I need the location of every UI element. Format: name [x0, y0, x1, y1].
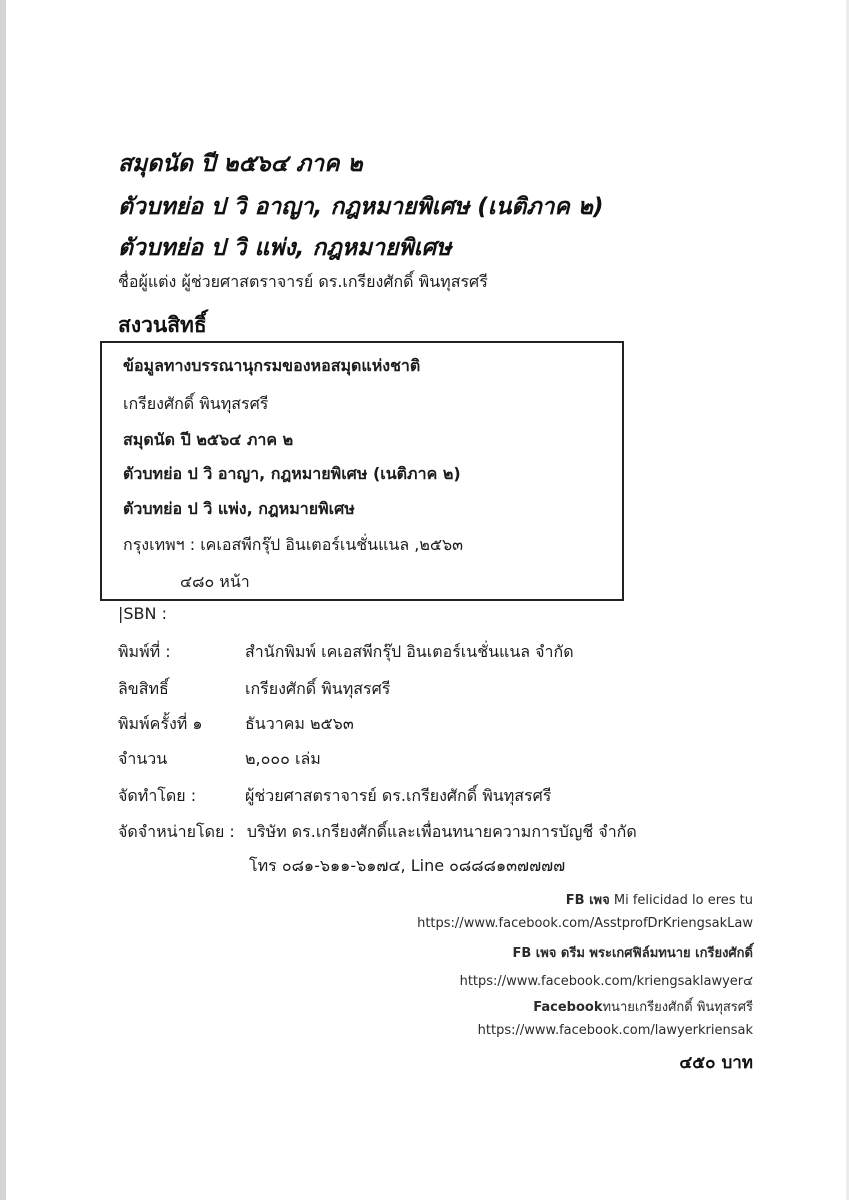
fb-page-1-name: Mi felicidad lo eres tu [613, 893, 753, 908]
fb-page-3 [533, 996, 753, 1017]
author-line: ชื่อผู้แต่ง ผู้ช่วยศาสตราจารย์ ดร.เกรียงศักดิ์ พินทุสรศรี [118, 272, 488, 291]
detail-row-copyright [118, 677, 390, 702]
detail-value: เกรียงศักดิ์ พินทุสรศรี [245, 679, 391, 698]
title-line-1: สมุดนัด ปี ๒๕๖๔ ภาค ๒ [118, 151, 363, 177]
detail-row-producer [118, 784, 551, 809]
fb-page-3-name: ทนายเกรียงศักดิ์ พินทุสรศรี [602, 1000, 753, 1015]
fb-page-1 [566, 889, 753, 910]
detail-value: ๒,๐๐๐ เล่ม [245, 749, 321, 768]
cip-heading: ข้อมูลทางบรรณานุกรมของหอสมุดแห่งชาติ [123, 356, 421, 375]
detail-label: พิมพ์ครั้งที่ ๑ [118, 714, 203, 733]
fb-url-1[interactable]: https://www.facebook.com/AsstprofDrKriengsakLaw [417, 916, 753, 931]
detail-value: บริษัท ดร.เกรียงศักดิ์และเพื่อนทนายความการบัญชี จำกัด [246, 822, 637, 841]
price-label: ๔๕๐ บาท [679, 1053, 753, 1073]
fb-page-2: FB เพจ ดรีม พระเกศฟิล์มทนาย เกรียงศักดิ์ [512, 946, 753, 961]
rights-heading: สงวนสิทธิ์ [118, 313, 207, 337]
detail-value: สำนักพิมพ์ เคเอสพีกรุ๊ป อินเตอร์เนชั่นแนล จำกัด [245, 642, 574, 661]
cip-title-3: ตัวบทย่อ ป วิ แพ่ง, กฎหมายพิเศษ [123, 499, 355, 518]
detail-row-edition [118, 712, 354, 737]
cip-title-2: ตัวบทย่อ ป วิ อาญา, กฎหมายพิเศษ (เนติภาค ๒) [123, 464, 461, 483]
title-line-2: ตัวบทย่อ ป วิ อาญา, กฎหมายพิเศษ (เนติภาค ๒) [118, 194, 604, 220]
page-edge-shadow [0, 0, 6, 1200]
detail-label: จัดทำโดย : [118, 786, 197, 805]
cip-title-1: สมุดนัด ปี ๒๕๖๔ ภาค ๒ [123, 430, 294, 449]
detail-row-quantity [118, 747, 321, 772]
cip-pages: ๔๘๐ หน้า [180, 572, 250, 591]
fb-url-3[interactable]: https://www.facebook.com/lawyerkriensak [477, 1023, 753, 1038]
detail-label: ลิขสิทธิ์ [118, 679, 169, 698]
detail-label: พิมพ์ที่ : [118, 642, 171, 661]
detail-label: จัดจำหน่ายโดย : [118, 822, 235, 841]
detail-label: จำนวน [118, 749, 168, 768]
detail-row-printer [118, 640, 574, 665]
cataloging-box [100, 341, 624, 601]
contact-phone: โทร ๐๘๑-๖๑๑-๖๑๗๔, Line ๐๘๘๘๑๓๗๗๗๗ [249, 856, 566, 875]
cip-author: เกรียงศักดิ์ พินทุสรศรี [123, 394, 269, 413]
title-line-3: ตัวบทย่อ ป วิ แพ่ง, กฎหมายพิเศษ [118, 235, 452, 261]
cip-publication: กรุงเทพฯ : เคเอสพีกรุ๊ป อินเตอร์เนชั่นแนล ,๒๕๖๓ [123, 535, 464, 554]
detail-row-distributor [118, 820, 637, 845]
detail-value: ผู้ช่วยศาสตราจารย์ ดร.เกรียงศักดิ์ พินทุสรศรี [245, 786, 552, 805]
fb-page-1-head: FB เพจ [565, 893, 610, 908]
fb-page-3-head: Facebook [533, 1000, 603, 1015]
fb-url-2[interactable]: https://www.facebook.com/kriengsaklawyer๔ [459, 974, 753, 989]
isbn-line: |SBN : [118, 604, 167, 623]
detail-value: ธันวาคม ๒๕๖๓ [245, 714, 354, 733]
